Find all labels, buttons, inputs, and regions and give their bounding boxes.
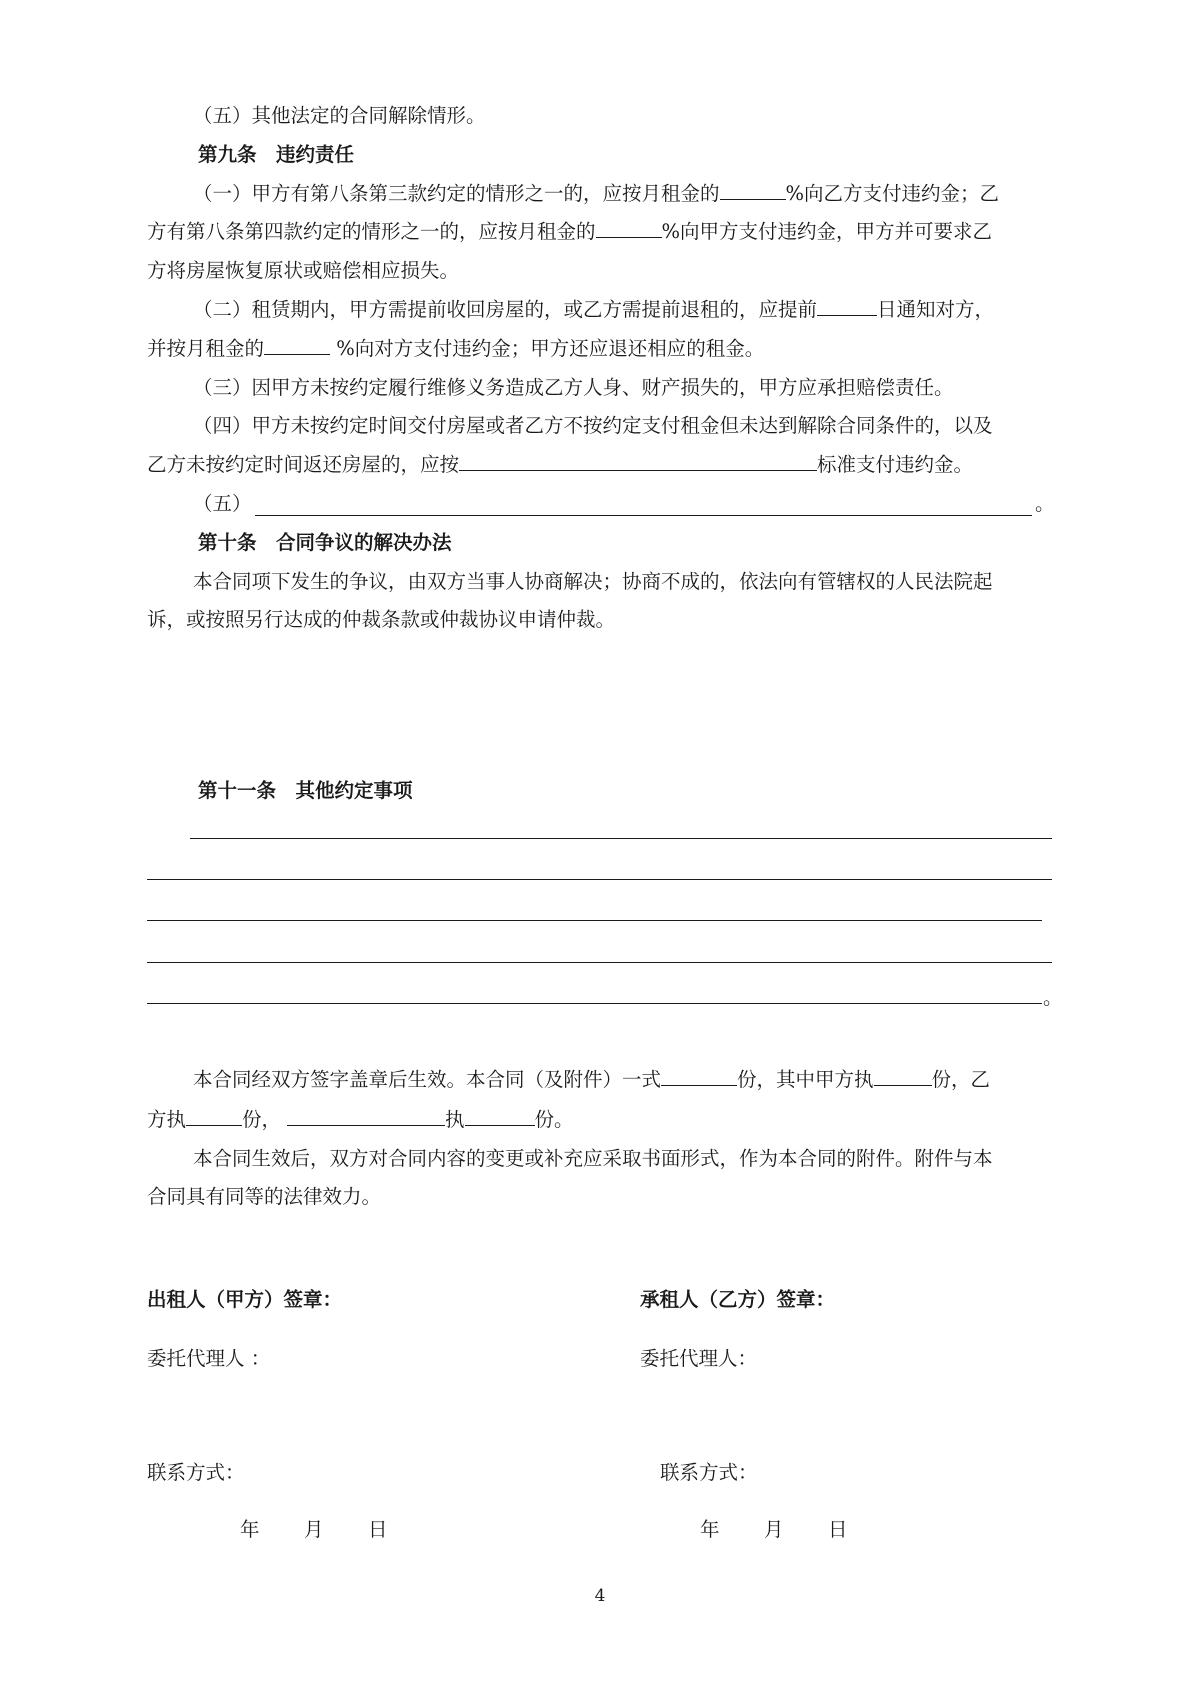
art9-p4-line1: （四）甲方未按约定时间交付房屋或者乙方不按约定支付租金但未达到解除合同条件的，以及 (193, 414, 993, 437)
blank-penalty-percent-lessor[interactable] (720, 181, 786, 200)
art9-p1-text-b: %向乙方支付违约金；乙 (785, 182, 1000, 205)
art9-p2-text-d: %向对方支付违约金；甲方还应退还相应的租金。 (330, 337, 765, 360)
closing-p1-line2 (147, 1106, 1057, 1134)
closing-text-a: 本合同经双方签字盖章后生效。本合同（及附件）一式 (193, 1068, 662, 1091)
closing-p1-line1 (193, 1066, 1057, 1094)
art9-p2-text-b: 日通知对方， (877, 298, 995, 321)
blank-other-terms-line3[interactable] (147, 920, 1042, 921)
lessee-date-year: 年 (700, 1518, 720, 1541)
art9-p2-text-c: 并按月租金的 (147, 337, 265, 360)
lessee-date-month: 月 (764, 1518, 784, 1541)
art11-period: 。 (1043, 986, 1063, 1009)
lessee-contact-label: 联系方式： (660, 1461, 758, 1484)
art9-p1-line1 (193, 180, 1057, 208)
blank-other-terms-line2[interactable] (147, 879, 1052, 880)
art10-p1-line1: 本合同项下发生的争议，由双方当事人协商解决；协商不成的，依法向有管辖权的人民法院起 (193, 570, 993, 593)
closing-text-f: 执 (445, 1108, 465, 1131)
art9-p1-text-a: （一）甲方有第八条第三款约定的情形之一的，应按月租金的 (193, 182, 720, 205)
art9-p1-text-d: %向甲方支付违约金，甲方并可要求乙 (661, 220, 993, 243)
art9-p2-line2 (147, 335, 1057, 363)
art9-p5-period: 。 (1035, 492, 1055, 515)
art9-p1-line2 (147, 218, 1057, 246)
blank-notice-days[interactable] (817, 297, 877, 316)
page-number: 4 (594, 1586, 606, 1606)
blank-other-party[interactable] (287, 1107, 445, 1126)
blank-art9-item5[interactable] (255, 515, 1032, 516)
blank-other-party-copies[interactable] (465, 1107, 535, 1126)
blank-other-terms-line1[interactable] (190, 838, 1052, 839)
art9-p2-text-a: （二）租赁期内，甲方需提前收回房屋的，或乙方需提前退租的，应提前 (193, 298, 818, 321)
art9-title: 第九条 违约责任 (198, 143, 355, 166)
closing-text-c: 份，乙 (931, 1068, 991, 1091)
art8-item5-text: （五）其他法定的合同解除情形。 (193, 104, 486, 127)
closing-p2-line2: 合同具有同等的法律效力。 (147, 1185, 382, 1208)
lessor-date (240, 1516, 432, 1544)
closing-text-b: 份，其中甲方执 (737, 1068, 874, 1091)
lessor-date-day: 日 (368, 1518, 388, 1541)
art10-p1-line2: 诉，或按照另行达成的仲裁条款或仲裁协议申请仲裁。 (147, 608, 616, 631)
blank-lessor-copies[interactable] (874, 1067, 932, 1086)
art9-p2-line1 (193, 296, 1057, 324)
lessor-contact-label: 联系方式： (147, 1461, 245, 1484)
lessor-date-year: 年 (240, 1518, 260, 1541)
art9-p3: （三）因甲方未按约定履行维修义务造成乙方人身、财产损失的，甲方应承担赔偿责任。 (193, 376, 954, 399)
blank-total-copies[interactable] (661, 1067, 737, 1086)
art9-p1-line3: 方将房屋恢复原状或赔偿相应损失。 (147, 259, 460, 282)
blank-penalty-percent-lessee[interactable] (596, 219, 662, 238)
art8-item5 (193, 102, 1057, 130)
art11-title: 第十一条 其他约定事项 (198, 779, 413, 802)
lessor-date-month: 月 (304, 1518, 324, 1541)
art9-p4-text-c: 标准支付违约金。 (817, 453, 974, 476)
closing-text-g: 份。 (534, 1108, 574, 1131)
closing-text-e: 份， (242, 1108, 282, 1131)
closing-p2-line1: 本合同生效后，双方对合同内容的变更或补充应采取书面形式，作为本合同的附件。附件与本 (193, 1147, 993, 1170)
closing-text-d: 方执 (147, 1108, 187, 1131)
art9-p4-text-b: 乙方未按约定时间返还房屋的，应按 (147, 453, 460, 476)
lessee-agent-label: 委托代理人： (640, 1347, 758, 1370)
blank-other-terms-line4[interactable] (147, 962, 1052, 963)
art9-p1-text-c: 方有第八条第四款约定的情形之一的，应按月租金的 (147, 220, 596, 243)
lessee-signature-title: 承租人（乙方）签章： (640, 1288, 836, 1311)
lessee-date (700, 1516, 892, 1544)
lessee-date-day: 日 (828, 1518, 848, 1541)
art9-p5-label: （五） (193, 492, 252, 515)
blank-other-terms-line5[interactable] (147, 1003, 1042, 1004)
blank-late-penalty-standard[interactable] (459, 452, 817, 471)
lessor-agent-label: 委托代理人 ： (147, 1347, 271, 1370)
art9-p5 (193, 490, 1057, 518)
art9-p4-line2 (147, 451, 1057, 479)
art10-title: 第十条 合同争议的解决办法 (198, 531, 452, 554)
blank-lessee-copies[interactable] (186, 1107, 242, 1126)
blank-early-termination-percent[interactable] (264, 336, 330, 355)
lessor-signature-title: 出租人（甲方）签章： (147, 1288, 343, 1311)
